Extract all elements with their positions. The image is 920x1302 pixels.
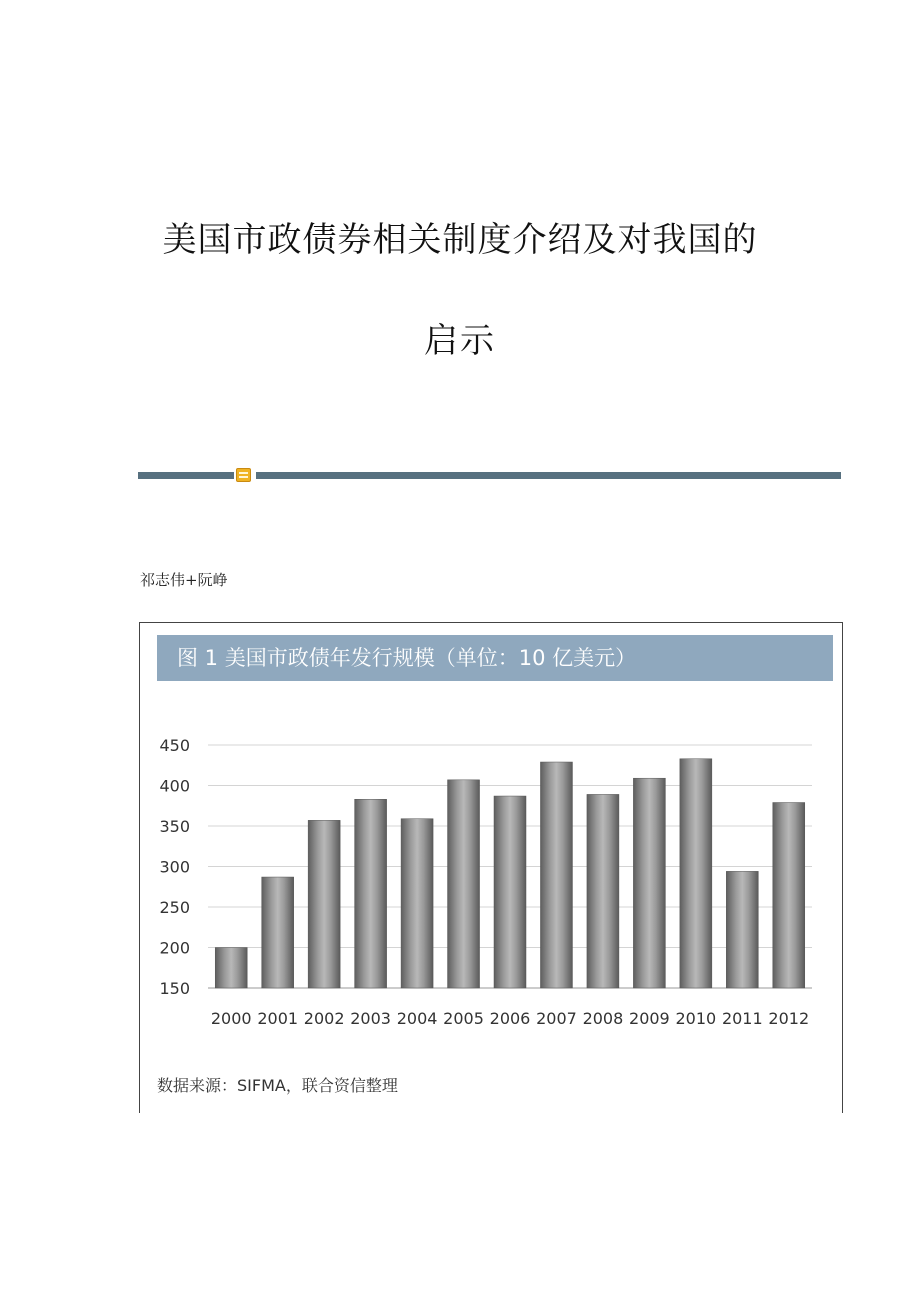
x-tick-label: 2002 [303, 1009, 345, 1028]
bar-2001 [262, 877, 294, 988]
x-tick-label: 2003 [350, 1009, 391, 1028]
x-tick-label: 2001 [257, 1009, 299, 1028]
title-divider [138, 466, 841, 484]
y-tick-label: 300 [159, 857, 190, 877]
bar-2010 [680, 759, 712, 988]
x-tick-label: 2000 [210, 1009, 252, 1028]
x-tick-label: 2011 [721, 1009, 763, 1028]
title-line-1: 美国市政债券相关制度介绍及对我国的 [162, 220, 758, 260]
bar-2004 [401, 819, 433, 988]
divider-bar-left [138, 472, 234, 479]
title-line-2: 启示 [424, 321, 496, 361]
bar-chart [140, 623, 842, 1063]
bar-2007 [540, 762, 572, 988]
bar-2005 [448, 780, 480, 988]
y-tick-label: 200 [159, 938, 190, 958]
x-tick-label: 2008 [582, 1009, 624, 1028]
x-tick-label: 2012 [768, 1009, 810, 1028]
y-tick-label: 150 [159, 979, 190, 998]
x-tick-label: 2009 [629, 1009, 670, 1028]
bar-2006 [494, 796, 526, 988]
y-tick-label: 250 [159, 898, 190, 917]
authors: 祁志伟+阮峥 [140, 571, 228, 589]
bar-2008 [587, 794, 619, 988]
figure-source: 数据来源：SIFMA，联合资信整理 [157, 1076, 398, 1095]
bar-2000 [215, 948, 247, 989]
y-tick-label: 350 [159, 817, 190, 836]
y-tick-label: 450 [159, 736, 190, 755]
figure-1 [139, 622, 843, 1113]
bar-2009 [633, 778, 665, 988]
x-tick-label: 2006 [489, 1009, 531, 1028]
bar-2003 [355, 799, 387, 988]
envelope-icon [236, 468, 251, 482]
bar-2002 [308, 820, 340, 988]
figure-title: 图 1 美国市政债年发行规模（单位：10 亿美元） [157, 635, 833, 681]
divider-bar-right [256, 472, 841, 479]
bar-2011 [726, 871, 758, 988]
y-tick-label: 400 [159, 776, 190, 796]
bar-2012 [773, 803, 805, 988]
x-tick-label: 2005 [443, 1009, 484, 1028]
x-tick-label: 2007 [536, 1009, 577, 1028]
x-tick-label: 2010 [675, 1009, 717, 1028]
x-tick-label: 2004 [396, 1009, 438, 1028]
